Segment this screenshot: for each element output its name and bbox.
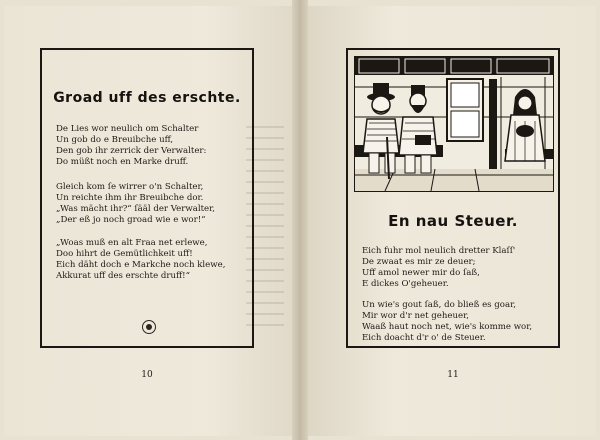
poem-line: De zwaat es mir ze deuer; xyxy=(362,257,476,267)
right-poem-frame xyxy=(346,48,560,348)
poem-line: Un reichte ihm ihr Breuibche dor. xyxy=(56,193,204,203)
poem-line: „Was mächt ihr?“ ſääl der Verwalter, xyxy=(56,204,216,214)
left-poem-title: Groad uff des erschte. xyxy=(53,90,241,106)
poem-line: „Woas muß en alt Fraa net erlewe, xyxy=(56,238,208,248)
poem-line: Mir wor d'r net geheuer, xyxy=(362,311,469,321)
right-poem-title: En nau Steuer. xyxy=(388,212,518,230)
poem-line: Waaß haut noch net, wie's komme wor, xyxy=(362,322,533,332)
poem-line: De Lies wor neulich om Schalter xyxy=(56,124,199,134)
poem-line: Un gob do e Breuibche uff, xyxy=(56,135,174,145)
left-stanza-1 xyxy=(56,124,246,168)
poem-line: Doo hihrt de Gemütlichkeit uff! xyxy=(56,249,193,259)
right-stanza-1 xyxy=(362,246,552,290)
left-poem-frame xyxy=(40,48,254,348)
right-stanza-2 xyxy=(362,300,552,344)
poem-line: Un wie's gout ſaß, do bließ es goar, xyxy=(362,300,516,310)
poem-line: „Der eß jo noch groad wie e wor!“ xyxy=(56,215,206,225)
left-page-number: 10 xyxy=(141,370,153,380)
book-gutter xyxy=(292,0,308,440)
left-stanza-3 xyxy=(56,238,246,282)
left-stanza-2 xyxy=(56,182,246,226)
poem-line: Den gob ihr zerrick der Verwalter: xyxy=(56,146,207,156)
poem-line: E dickes O'geheuer. xyxy=(362,279,449,289)
ornament-icon xyxy=(142,320,156,334)
poem-line: Uff amol newer mir do ſaß, xyxy=(362,268,480,278)
poem-line: Gleich kom ſe wirrer o'n Schalter, xyxy=(56,182,204,192)
poem-line: Eich däht doch e Markche noch klewe, xyxy=(56,260,226,270)
poem-line: Eich doacht d'r o' de Steuer. xyxy=(362,333,486,343)
train-compartment-illustration xyxy=(354,56,554,192)
poem-line: Do müßt noch en Marke druff. xyxy=(56,157,189,167)
poem-line: Akkurat uff des erschte druff!“ xyxy=(56,271,190,281)
right-page-number: 11 xyxy=(447,370,459,380)
poem-line: Eich fuhr mol neulich dretter Klaſſ' xyxy=(362,246,516,256)
